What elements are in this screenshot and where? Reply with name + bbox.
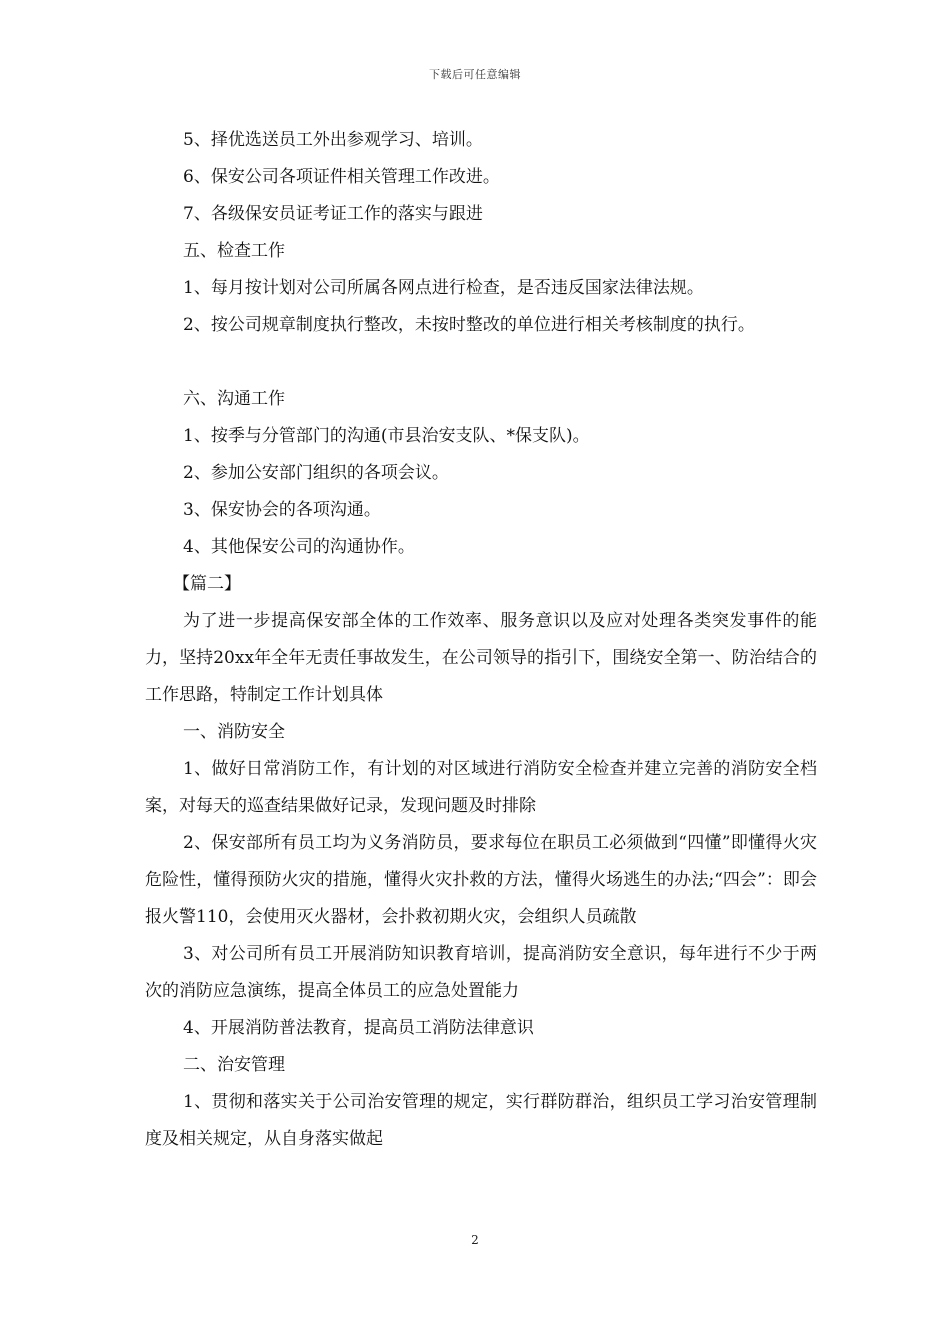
list-item: 1、每月按计划对公司所属各网点进行检查，是否违反国家法律法规。 xyxy=(183,278,704,298)
blank-line xyxy=(145,344,817,381)
section-heading: 六、沟通工作 xyxy=(183,389,285,409)
intro-paragraph: 为了进一步提高保安部全体的工作效率、服务意识以及应对处理各类突发事件的能力，坚持20xx年全年无责任事故发生，在公司领导的指引下，围绕安全第一、防治结合的工作思路，特制定工作计划具体 xyxy=(145,611,817,705)
body-paragraph: 3、对公司所有员工开展消防知识教育培训，提高消防安全意识，每年进行不少于两次的消防应急演练，提高全体员工的应急处置能力 xyxy=(145,944,817,1001)
page-header: 下载后可任意编辑 xyxy=(429,68,521,81)
list-item: 5、择优选送员工外出参观学习、培训。 xyxy=(183,130,483,150)
section-heading: 五、检查工作 xyxy=(183,241,285,261)
list-item: 2、参加公安部门组织的各项会议。 xyxy=(183,463,449,483)
list-item: 3、保安协会的各项沟通。 xyxy=(183,500,381,520)
section-heading: 二、治安管理 xyxy=(183,1055,285,1075)
list-item: 4、其他保安公司的沟通协作。 xyxy=(183,537,415,557)
body-paragraph: 1、贯彻和落实关于公司治安管理的规定，实行群防群治，组织员工学习治安管理制度及相关规定，从自身落实做起 xyxy=(145,1092,817,1149)
list-item: 7、各级保安员证考证工作的落实与跟进 xyxy=(183,204,483,224)
list-item: 1、按季与分管部门的沟通(市县治安支队、*保支队)。 xyxy=(183,426,590,446)
part-heading: 【篇二】 xyxy=(173,574,241,594)
section-heading: 一、消防安全 xyxy=(183,722,285,742)
body-paragraph: 2、保安部所有员工均为义务消防员，要求每位在职员工必须做到“四懂”即懂得火灾危险性，懂得预防火灾的措施，懂得火灾扑救的方法，懂得火场逃生的办法;“四会”：即会报火警110，会使用灭火器材，会扑救初期火灾，会组织人员疏散 xyxy=(145,833,817,927)
document-body xyxy=(145,122,817,1158)
body-paragraph: 4、开展消防普法教育，提高员工消防法律意识 xyxy=(183,1018,534,1038)
page-number: 2 xyxy=(471,1233,479,1247)
body-paragraph: 1、做好日常消防工作，有计划的对区域进行消防安全检查并建立完善的消防安全档案，对每天的巡查结果做好记录，发现问题及时排除 xyxy=(145,759,817,816)
list-item: 2、按公司规章制度执行整改，未按时整改的单位进行相关考核制度的执行。 xyxy=(183,315,755,335)
list-item: 6、保安公司各项证件相关管理工作改进。 xyxy=(183,167,500,187)
